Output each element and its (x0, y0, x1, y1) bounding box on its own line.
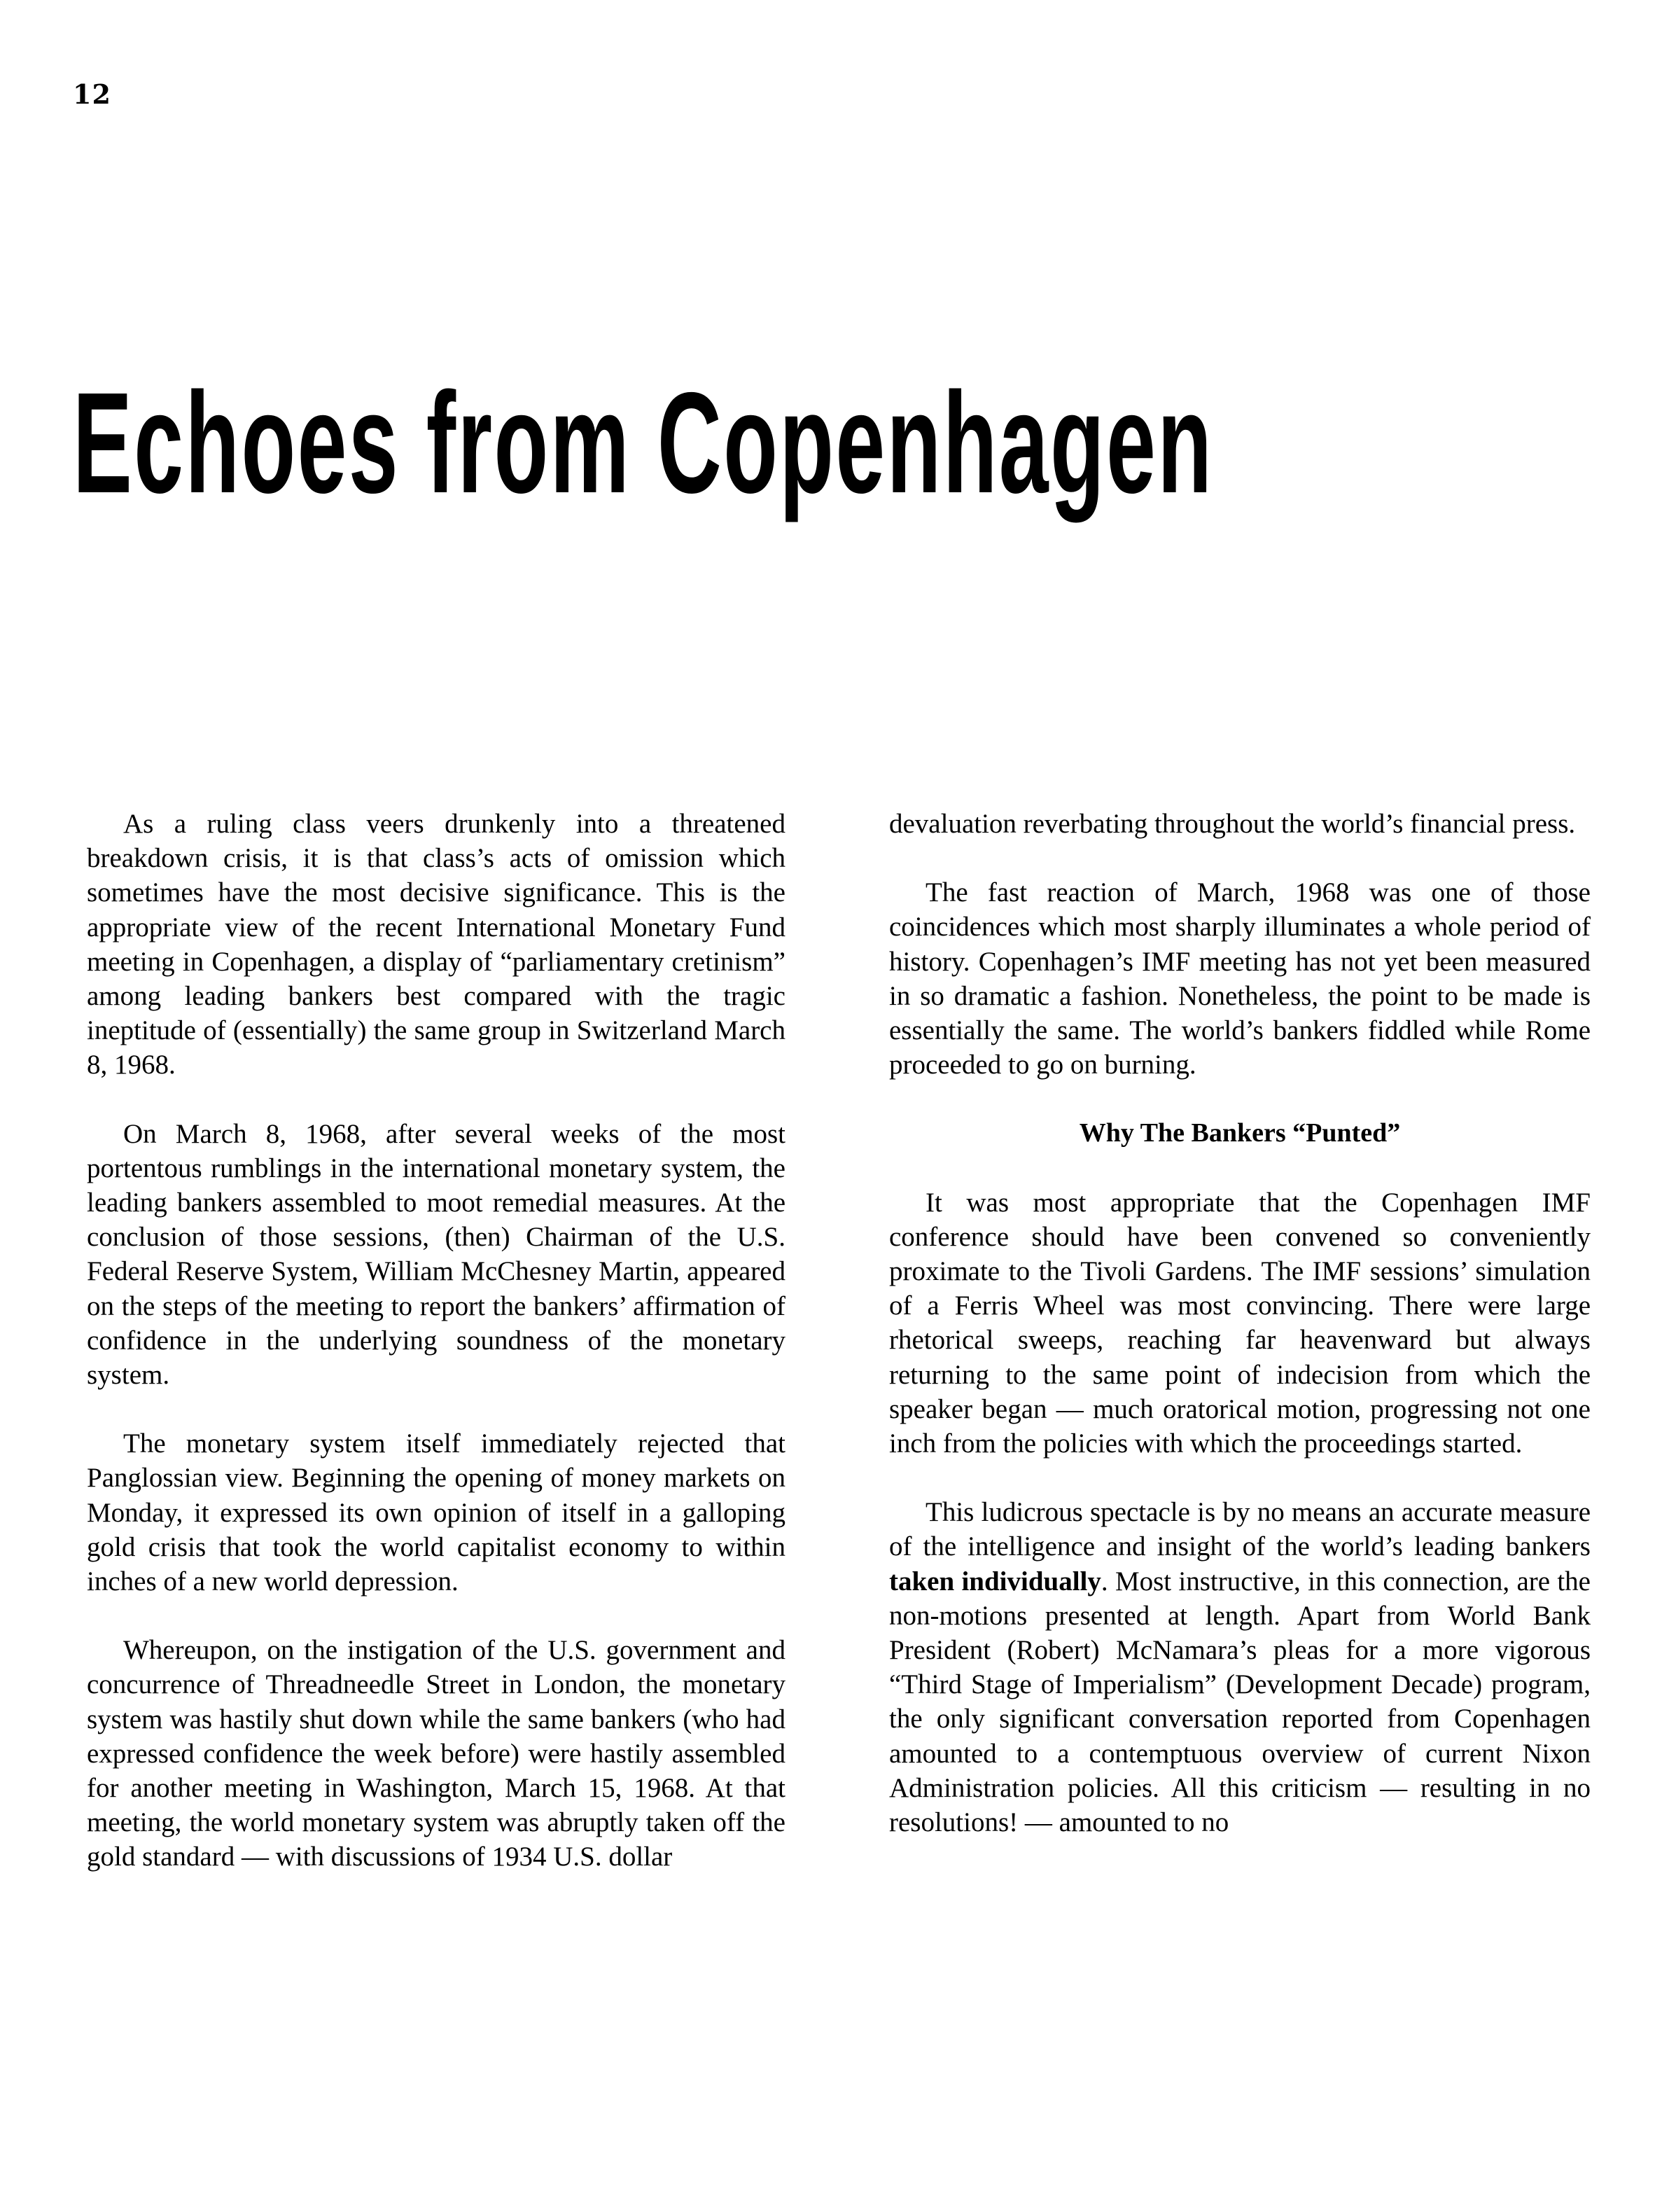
spectacle-text-end: . Most instructive, in this connection, are the non-motions presented at length. Apart from World Bank President (Robert) McNamara’s pleas for a more vigorous “Third Stage of Imperialism” (Development Decade) program, the only significant conversation reported from Copenhagen amounted to a contemptuous overview of current Nixon Administration policies. All this criticism — resulting in no resolutions! — amounted to no (889, 1566, 1591, 1838)
emphasis-taken-individually: taken individually (889, 1566, 1101, 1597)
paragraph-panglossian: The monetary system itself immediately rejected that Panglossian view. Beginning the opening of money markets on Monday, it expressed its own opinion of itself in a galloping gold crisis that took the world capitalist economy to within inches of a new world depression. (87, 1428, 785, 1597)
right-column (889, 807, 1591, 1839)
paragraph-spectacle (889, 1495, 1591, 1839)
paragraph-whereupon: Whereupon, on the instigation of the U.S. government and concurrence of Threadneedle Street in London, the monetary system was hastily shut down while the same bankers (who had expressed confidence the week before) were hastily assembled for another meeting in Washington, March 15, 1968. At that meeting, the world monetary system was abruptly taken off the gold standard — with discussions of 1934 U.S. dollar (87, 1635, 785, 1872)
left-column (87, 807, 785, 1874)
article-title: Echoes from Copenhagen (73, 363, 1214, 523)
paragraph-tivoli: It was most appropriate that the Copenhagen IMF conference should have been convened so conveniently proximate to the Tivoli Gardens. The IMF sessions’ simulation of a Ferris Wheel was most convincing. There were large rhetorical sweeps, reaching far heavenward but always returning to the same point of indecision from which the speaker began — much oratorical motion, progressing not one inch from the policies with which the proceedings started. (889, 1187, 1591, 1459)
paragraph-fast-reaction: The fast reaction of March, 1968 was one of those coincidences which most sharply illuminates a whole period of history. Copenhagen’s IMF meeting has not yet been measured in so dramatic a fashion. Nonetheless, the point to be made is essentially the same. The world’s bankers fiddled while Rome proceeded to go on burning. (889, 877, 1591, 1080)
paragraph-march-8: On March 8, 1968, after several weeks of the most portentous rumblings in the international monetary system, the leading bankers assembled to moot remedial measures. At the conclusion of those sessions, (then) Chairman of the U.S. Federal Reserve System, William McChesney Martin, appeared on the steps of the meeting to report the bankers’ affirmation of confidence in the underlying soundness of the monetary system. (87, 1118, 785, 1391)
spectacle-text-start: This ludicrous spectacle is by no means an accurate measure of the intelligence and insight of the world’s leading bankers (889, 1497, 1591, 1562)
section-subheading: Why The Bankers “Punted” (1079, 1118, 1401, 1148)
paragraph-intro: As a ruling class veers drunkenly into a threatened breakdown crisis, it is that class’s acts of omission which sometimes have the most decisive significance. This is the appropriate view of the recent International Monetary Fund meeting in Copenhagen, a display of “parliamentary cretinism” among leading bankers best compared with the tragic ineptitude of (essentially) the same group in Switzerland March 8, 1968. (87, 809, 785, 1080)
paragraph-continuation: devaluation reverbating throughout the world’s financial press. (889, 809, 1576, 839)
page-number: 12 (73, 78, 111, 110)
